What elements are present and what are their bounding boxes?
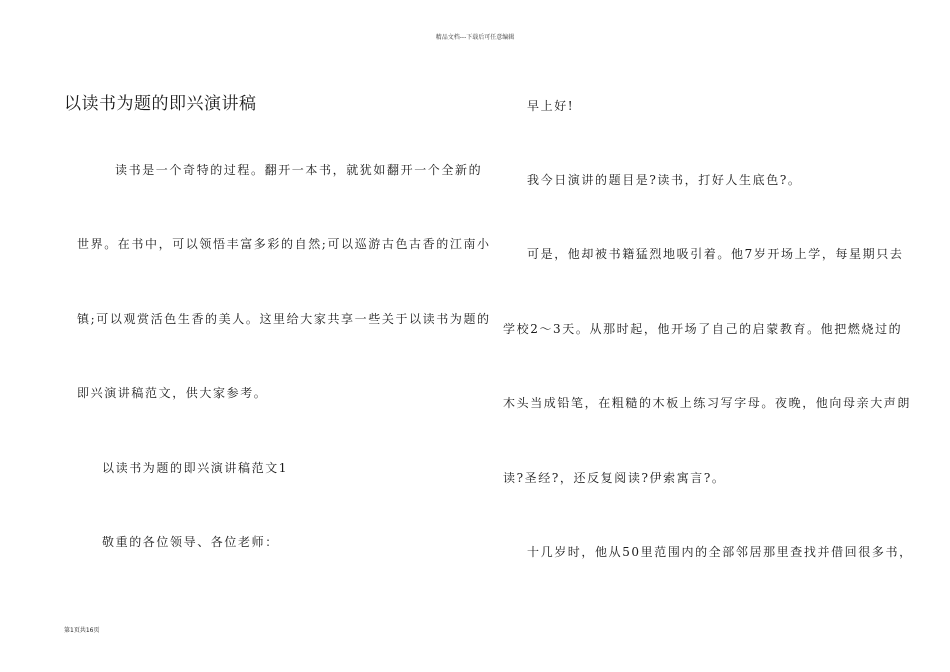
- paragraph: 可是，他却被书籍猛烈地吸引着。他7岁开场上学，每星期只去: [527, 247, 904, 261]
- paragraph: 镇;可以观赏活色生香的美人。这里给大家共享一些关于以读书为题的: [77, 312, 491, 326]
- paragraph: 木头当成铅笔，在粗糙的木板上练习写字母。夜晚，他向母亲大声朗: [503, 396, 912, 410]
- paragraph: 即兴演讲稿范文，供大家参考。: [77, 386, 268, 400]
- paragraph: 读书是一个奇特的过程。翻开一本书，就犹如翻开一个全新的: [115, 163, 483, 177]
- section-heading: 以读书为题的即兴演讲稿范文1: [102, 461, 289, 475]
- paragraph: 早上好!: [527, 99, 575, 113]
- paragraph: 敬重的各位领导、各位老师：: [102, 535, 279, 549]
- paragraph: 读?圣经?，还反复阅读?伊索寓言?。: [503, 471, 726, 485]
- page-header: 精品文档---下载后可任意编辑: [435, 34, 515, 41]
- document-title: 以读书为题的即兴演讲稿: [64, 94, 257, 114]
- paragraph: 世界。在书中，可以领悟丰富多彩的自然;可以巡游古色古香的江南小: [77, 237, 491, 251]
- paragraph: 我今日演讲的题目是?读书，打好人生底色?。: [527, 173, 802, 187]
- paragraph: 十几岁时，他从50里范围内的全部邻居那里查找并借回很多书，: [527, 545, 913, 559]
- paragraph: 学校2～3天。从那时起，他开场了自己的启蒙教育。他把燃烧过的: [503, 322, 903, 336]
- page-number: 第1页共16页: [64, 627, 100, 634]
